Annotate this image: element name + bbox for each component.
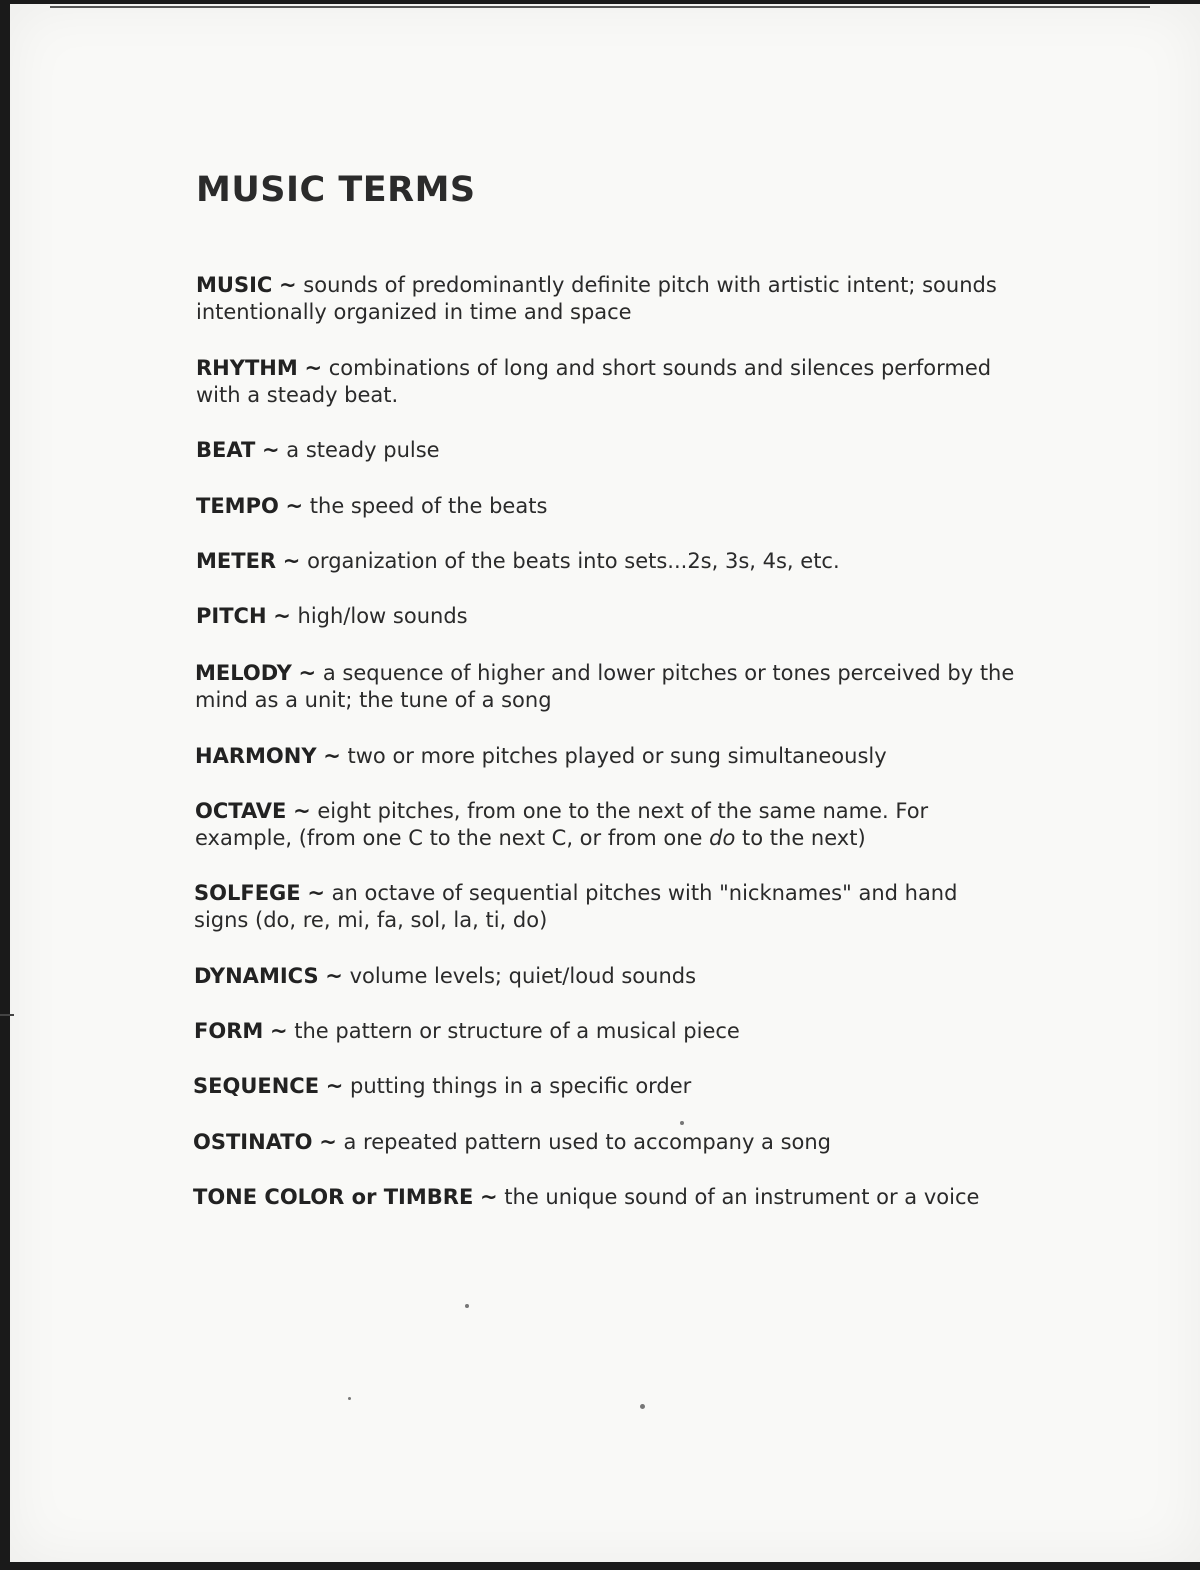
margin-mark	[0, 1014, 14, 1016]
term-name: MELODY	[195, 661, 292, 685]
term-entry-music	[196, 272, 1016, 326]
term-entry-melody	[195, 660, 1025, 714]
term-entry-octave	[195, 798, 1015, 852]
term-name: BEAT	[196, 438, 256, 462]
term-name: TONE COLOR or TIMBRE	[193, 1185, 474, 1209]
term-definition: the pattern or structure of a musical piece	[294, 1019, 740, 1043]
term-separator: ~	[323, 744, 341, 768]
term-entry-pitch	[196, 603, 1016, 630]
term-definition-emphasis: do	[709, 826, 736, 850]
term-entry-solfege	[194, 880, 1014, 934]
term-entry-form	[194, 1018, 1014, 1045]
term-entry-harmony	[195, 743, 1015, 770]
term-name: FORM	[194, 1019, 264, 1043]
term-name: DYNAMICS	[194, 964, 319, 988]
term-name: HARMONY	[195, 744, 317, 768]
term-name: MUSIC	[196, 273, 273, 297]
term-name: TEMPO	[196, 494, 279, 518]
term-entry-ostinato	[193, 1129, 1013, 1156]
term-definition: volume levels; quiet/loud sounds	[349, 964, 697, 988]
scan-speck	[465, 1304, 469, 1308]
term-name: OSTINATO	[193, 1130, 313, 1154]
term-name: RHYTHM	[196, 356, 298, 380]
term-name: PITCH	[196, 604, 267, 628]
term-name: SOLFEGE	[194, 881, 301, 905]
term-list	[10, 4, 1200, 1562]
term-separator: ~	[479, 1185, 498, 1209]
term-entry-tone-color	[193, 1184, 993, 1211]
term-separator: ~	[279, 273, 297, 297]
term-entry-rhythm	[196, 355, 1016, 409]
term-separator: ~	[325, 964, 343, 988]
page-title: MUSIC TERMS	[196, 170, 476, 210]
term-entry-tempo	[196, 493, 1016, 520]
term-separator: ~	[319, 1130, 337, 1154]
term-definition: sounds of predominantly definite pitch with artistic intent; sounds intentionally organized in time and space	[196, 273, 997, 324]
term-definition: high/low sounds	[297, 604, 468, 628]
term-separator: ~	[282, 549, 301, 573]
term-separator: ~	[304, 356, 323, 380]
term-definition: an octave of sequential pitches with "nicknames" and hand signs (do, re, mi, fa, sol, la, ti, do)	[194, 881, 958, 932]
term-separator: ~	[293, 799, 311, 823]
term-definition: two or more pitches played or sung simultaneously	[347, 744, 887, 768]
term-definition-text: to the next)	[742, 826, 866, 850]
scan-speck	[680, 1121, 684, 1125]
term-separator: ~	[325, 1074, 344, 1098]
term-separator: ~	[262, 438, 280, 462]
scan-speck	[640, 1404, 645, 1409]
term-definition: a sequence of higher and lower pitches or tones perceived by the mind as a unit; the tune of a song	[195, 661, 1015, 712]
term-entry-beat	[196, 437, 1016, 464]
scan-speck	[348, 1397, 351, 1400]
term-definition: combinations of long and short sounds and silences performed with a steady beat.	[196, 356, 992, 407]
term-definition: a repeated pattern used to accompany a song	[343, 1130, 832, 1154]
term-separator: ~	[269, 1019, 288, 1043]
term-separator: ~	[285, 494, 304, 518]
term-definition: a steady pulse	[286, 438, 440, 462]
term-entry-meter	[196, 548, 1016, 575]
scanned-page	[10, 4, 1200, 1562]
term-definition-text: eight pitches, from one to the next of the same name. For example, (from one C to the next C, or from one	[195, 799, 929, 850]
term-separator: ~	[298, 661, 317, 685]
term-definition: organization of the beats into sets...2s, 3s, 4s, etc.	[307, 549, 840, 573]
term-definition: putting things in a specific order	[350, 1074, 692, 1098]
term-name: SEQUENCE	[193, 1074, 320, 1098]
term-name: METER	[196, 549, 277, 573]
term-entry-dynamics	[194, 963, 1014, 990]
term-name: OCTAVE	[195, 799, 287, 823]
term-separator: ~	[273, 604, 291, 628]
term-definition: the unique sound of an instrument or a voice	[504, 1185, 980, 1209]
term-definition: the speed of the beats	[309, 494, 548, 518]
term-entry-sequence	[193, 1073, 1013, 1100]
term-separator: ~	[307, 881, 325, 905]
